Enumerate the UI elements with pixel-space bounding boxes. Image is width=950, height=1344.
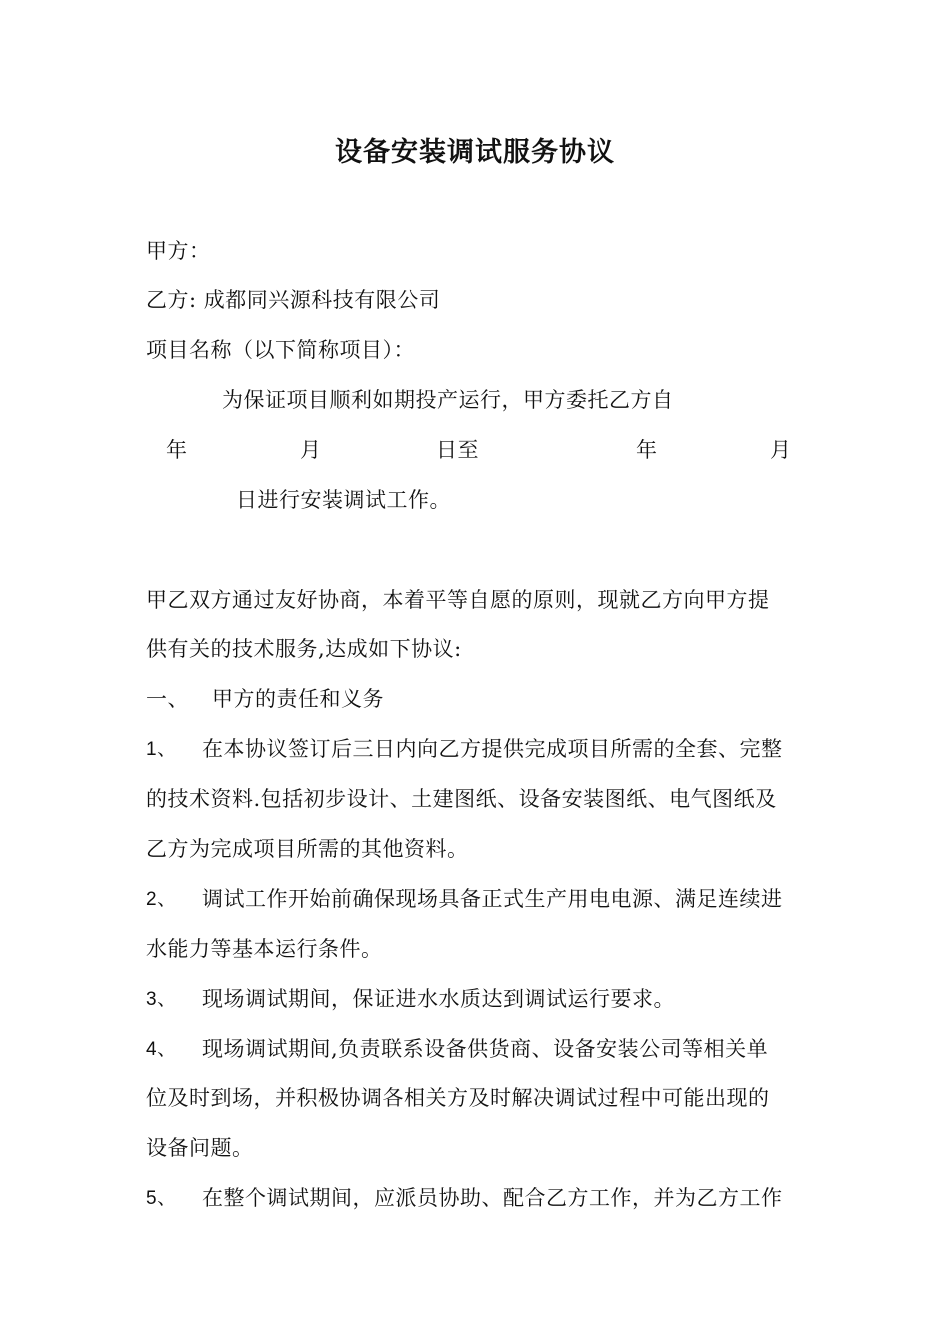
item-1-line-1: 在本协议签订后三日内向乙方提供完成项目所需的全套、完整: [202, 737, 783, 761]
item-1-line-2: 的技术资料.包括初步设计、土建图纸、设备安装图纸、电气图纸及: [146, 787, 777, 811]
date-year-1: 年: [166, 438, 188, 462]
item-3-line-1: 现场调试期间，保证进水水质达到调试运行要求。: [202, 987, 675, 1011]
agreement-line-2: 供有关的技术服务,达成如下协议:: [146, 637, 462, 661]
agreement-line-1: 甲乙双方通过友好协商，本着平等自愿的原则，现就乙方向甲方提: [146, 588, 770, 612]
item-2-line-1: 调试工作开始前确保现场具备正式生产用电电源、满足连续进: [202, 887, 783, 911]
item-5-line-1: 在整个调试期间，应派员协助、配合乙方工作，并为乙方工作: [202, 1186, 783, 1210]
party-b-label: 乙方: 成都同兴源科技有限公司: [146, 288, 441, 312]
intro-line-1: 为保证项目顺利如期投产运行，甲方委托乙方自: [222, 388, 674, 412]
project-name-label: 项目名称（以下简称项目）：: [146, 338, 415, 362]
party-a-label: 甲方：: [146, 239, 211, 263]
intro-line-3: 日进行安装调试工作。: [236, 488, 451, 512]
item-5-number: 5、: [146, 1188, 177, 1209]
item-4-number: 4、: [146, 1039, 177, 1060]
item-4-line-3: 设备问题。: [146, 1136, 254, 1160]
item-1-line-3: 乙方为完成项目所需的其他资料。: [146, 837, 469, 861]
date-month-2: 月: [770, 438, 792, 462]
document-title: 设备安装调试服务协议: [335, 137, 615, 168]
date-day-to: 日至: [436, 438, 479, 462]
item-1-number: 1、: [146, 739, 177, 760]
item-4-line-1: 现场调试期间,负责联系设备供货商、设备安装公司等相关单: [202, 1037, 769, 1061]
date-year-2: 年: [636, 438, 658, 462]
section-1-number: 一、: [146, 687, 189, 711]
item-2-line-2: 水能力等基本运行条件。: [146, 937, 383, 961]
item-3-number: 3、: [146, 989, 177, 1010]
section-1-title: 甲方的责任和义务: [212, 687, 384, 711]
item-4-line-2: 位及时到场，并积极协调各相关方及时解决调试过程中可能出现的: [146, 1086, 770, 1110]
item-2-number: 2、: [146, 889, 177, 910]
date-month-1: 月: [300, 438, 322, 462]
